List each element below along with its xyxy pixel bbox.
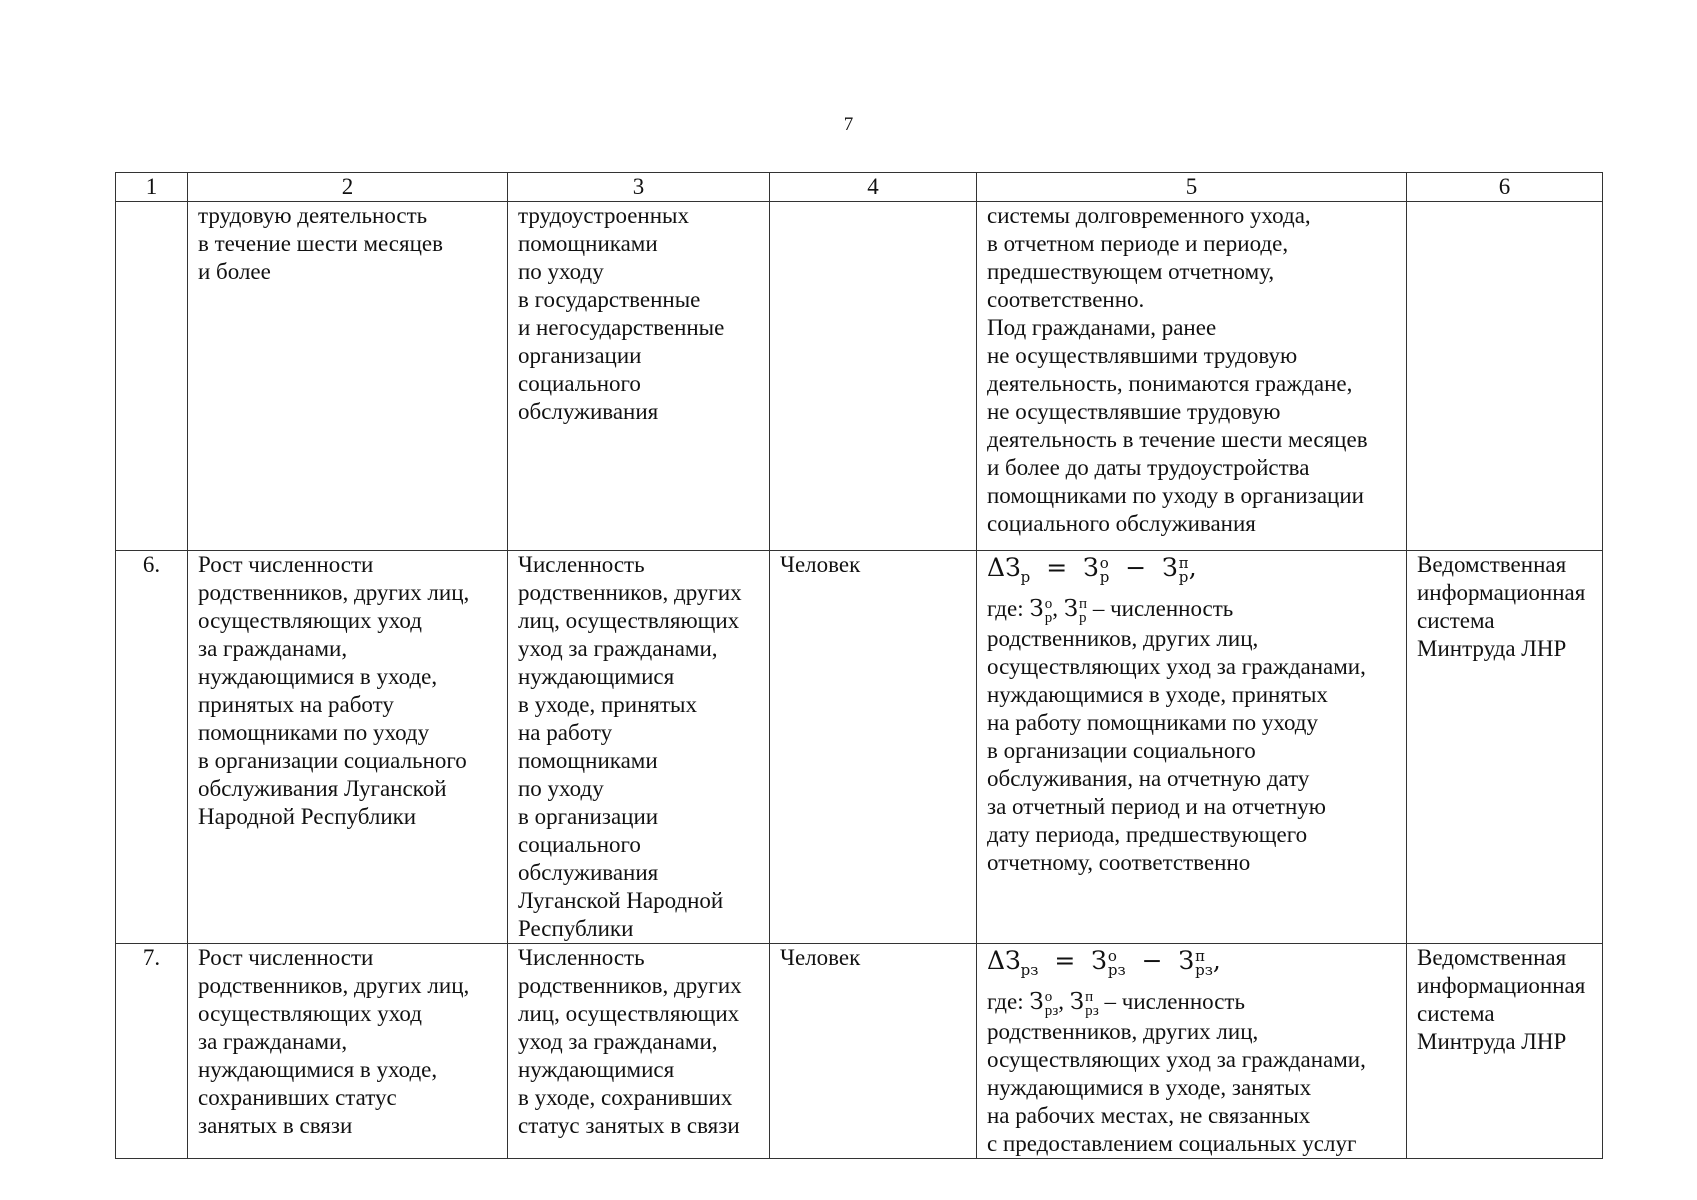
calculation-description: родственников, других лиц, осуществляющих уход за гражданами, нуждающимися в уходе, принятых на работу помощниками по уходу в организации социального обслуживания, на отчетную дату за отчетный период и на отчетную дату периода, предшествующего отчетному, соответственно (987, 625, 1366, 875)
indicator-definition: Численность родственников, других лиц, осуществляющих уход за гражданами, нуждающимися в уходе, принятых на работу помощниками по уходу в организации социального обслуживания Луганской Народной Республики (508, 551, 770, 944)
indicator-name: Рост численности родственников, других лиц, осуществляющих уход за гражданами, нуждающимися в уходе, сохранивших статус занятых в связи (188, 944, 508, 1159)
calculation-description: родственников, других лиц, осуществляющих уход за гражданами, нуждающимися в уходе, занятых на рабочих местах, не связанных с предоставлением социальных услуг (987, 1018, 1366, 1156)
calculation-method (977, 944, 1407, 1159)
indicator-definition: трудоустроенных помощниками по уходу в государственные и негосударственные организации социального обслуживания (508, 202, 770, 551)
calculation-method: системы долговременного ухода, в отчетном периоде и периоде, предшествующем отчетному, соответственно. Под гражданами, ранее не осуществлявшими трудовую деятельность, понимаются граждане, не осуществлявшие трудовую деятельность в течение шести месяцев и более до даты трудоустройства помощниками по уходу в организации социального обслуживания (977, 202, 1407, 551)
formula: $\Delta З_р = З$ о р − З п р , (987, 553, 1197, 586)
table-row (116, 551, 1603, 944)
formula: $\Delta З_{рз} = З$ о рз − З п рз , (987, 946, 1221, 979)
data-source: Ведомственная информационная система Минтруда ЛНР (1407, 551, 1603, 944)
column-header: 1 (116, 173, 188, 202)
page-number: 7 (843, 114, 854, 135)
column-header: 4 (770, 173, 977, 202)
row-number: 7. (116, 944, 188, 1159)
table-row (116, 202, 1603, 551)
row-number (116, 202, 188, 551)
formula-legend: где: З о р , З п р – численность (987, 595, 1234, 626)
formula-legend: где: З о рз , З п рз – численность (987, 988, 1245, 1019)
column-header: 3 (508, 173, 770, 202)
data-source: Ведомственная информационная система Минтруда ЛНР (1407, 944, 1603, 1159)
table-header-row (116, 173, 1603, 202)
calculation-method (977, 551, 1407, 944)
table-row (116, 944, 1603, 1159)
indicator-name: Рост численности родственников, других лиц, осуществляющих уход за гражданами, нуждающимися в уходе, принятых на работу помощниками по уходу в организации социального обслуживания Луганской Народной Республики (188, 551, 508, 944)
unit-of-measure: Человек (770, 944, 977, 1159)
indicator-name: трудовую деятельность в течение шести месяцев и более (188, 202, 508, 551)
column-header: 6 (1407, 173, 1603, 202)
column-header: 5 (977, 173, 1407, 202)
indicators-table (115, 172, 1603, 1159)
unit-of-measure: Человек (770, 551, 977, 944)
indicator-definition: Численность родственников, других лиц, осуществляющих уход за гражданами, нуждающимися в уходе, сохранивших статус занятых в связи (508, 944, 770, 1159)
unit-of-measure (770, 202, 977, 551)
row-number: 6. (116, 551, 188, 944)
column-header: 2 (188, 173, 508, 202)
data-source (1407, 202, 1603, 551)
